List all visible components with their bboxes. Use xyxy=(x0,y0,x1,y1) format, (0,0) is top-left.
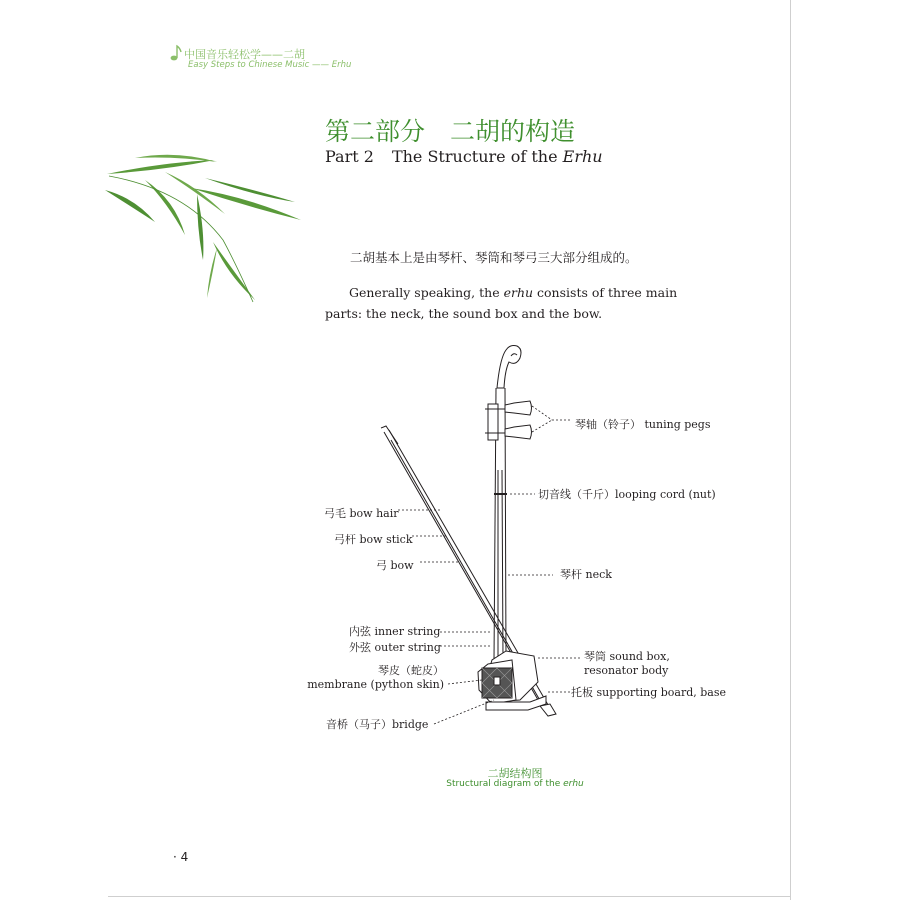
label-bow-hair xyxy=(324,507,399,521)
label-nut-zh: 切音线（千斤） xyxy=(538,488,615,501)
page-number: · 4 xyxy=(173,850,189,864)
paragraph-en-emphasis: erhu xyxy=(503,285,534,300)
label-bow-hair-en: bow hair xyxy=(349,507,399,520)
label-bow-zh: 弓 xyxy=(376,559,387,572)
section-title-en-text: The Structure of the xyxy=(391,147,563,166)
label-neck-zh: 琴杆 xyxy=(560,568,582,581)
section-title-zh: 第二部分 二胡的构造 xyxy=(325,117,576,146)
label-outer-string-en: outer string xyxy=(374,641,441,654)
label-inner-string-en: inner string xyxy=(374,625,441,638)
section-title-en-emphasis: Erhu xyxy=(562,147,603,166)
label-tuning-pegs-en: tuning pegs xyxy=(644,418,711,431)
label-tuning-pegs-zh: 琴轴（铃子） xyxy=(575,418,641,431)
label-base-en: supporting board, base xyxy=(596,686,727,699)
figure-caption-en xyxy=(300,779,730,789)
label-neck-en: neck xyxy=(585,568,612,581)
label-neck xyxy=(560,568,612,582)
page-number-value: 4 xyxy=(180,850,189,864)
label-bow-stick xyxy=(334,533,413,547)
label-bridge xyxy=(326,718,428,732)
label-base-zh: 托板 xyxy=(571,686,593,699)
label-bridge-zh: 音桥（马子） xyxy=(326,718,392,731)
label-nut xyxy=(538,488,716,502)
label-bow-stick-en: bow stick xyxy=(359,533,413,546)
paragraph-en-rest: consists of three main parts: the neck, the sound box and the bow. xyxy=(325,285,678,321)
figure-caption-en-text: Structural diagram of the xyxy=(446,779,564,789)
series-title-zh: 中国音乐轻松学——二胡 xyxy=(184,48,305,61)
figure-caption-en-emphasis: erhu xyxy=(563,779,584,789)
sound-box-illustration xyxy=(478,651,546,710)
figure-caption-zh: 二胡结构图 xyxy=(487,767,543,780)
label-sound-box-zh: 琴筒 xyxy=(584,650,606,663)
label-bow xyxy=(376,559,414,573)
label-sound-box-en: sound box, xyxy=(609,650,670,663)
label-membrane-zh: 琴皮（蛇皮） xyxy=(378,664,444,677)
label-outer-string xyxy=(349,641,441,655)
label-tuning-pegs xyxy=(575,418,710,432)
label-nut-en: looping cord (nut) xyxy=(615,488,716,501)
part-number: Part 2 xyxy=(325,147,374,166)
label-membrane xyxy=(300,664,444,692)
paragraph-zh: 二胡基本上是由琴杆、琴筒和琴弓三大部分组成的。 xyxy=(350,250,638,265)
label-sound-box-en-2: resonator body xyxy=(584,664,669,677)
series-title-en: Easy Steps to Chinese Music —— Erhu xyxy=(188,60,352,70)
label-base xyxy=(571,686,726,700)
label-bow-en: bow xyxy=(390,559,414,572)
label-membrane-en: membrane (python skin) xyxy=(307,678,444,691)
label-bridge-en: bridge xyxy=(392,718,429,731)
label-bow-stick-zh: 弓杆 xyxy=(334,533,356,546)
label-outer-string-zh: 外弦 xyxy=(349,641,371,654)
label-sound-box xyxy=(584,650,670,678)
label-inner-string xyxy=(349,625,440,639)
neck-illustration xyxy=(488,346,521,661)
paragraph-en-text: Generally speaking, the xyxy=(349,285,504,300)
label-bow-hair-zh: 弓毛 xyxy=(324,507,346,520)
label-inner-string-zh: 内弦 xyxy=(349,625,371,638)
